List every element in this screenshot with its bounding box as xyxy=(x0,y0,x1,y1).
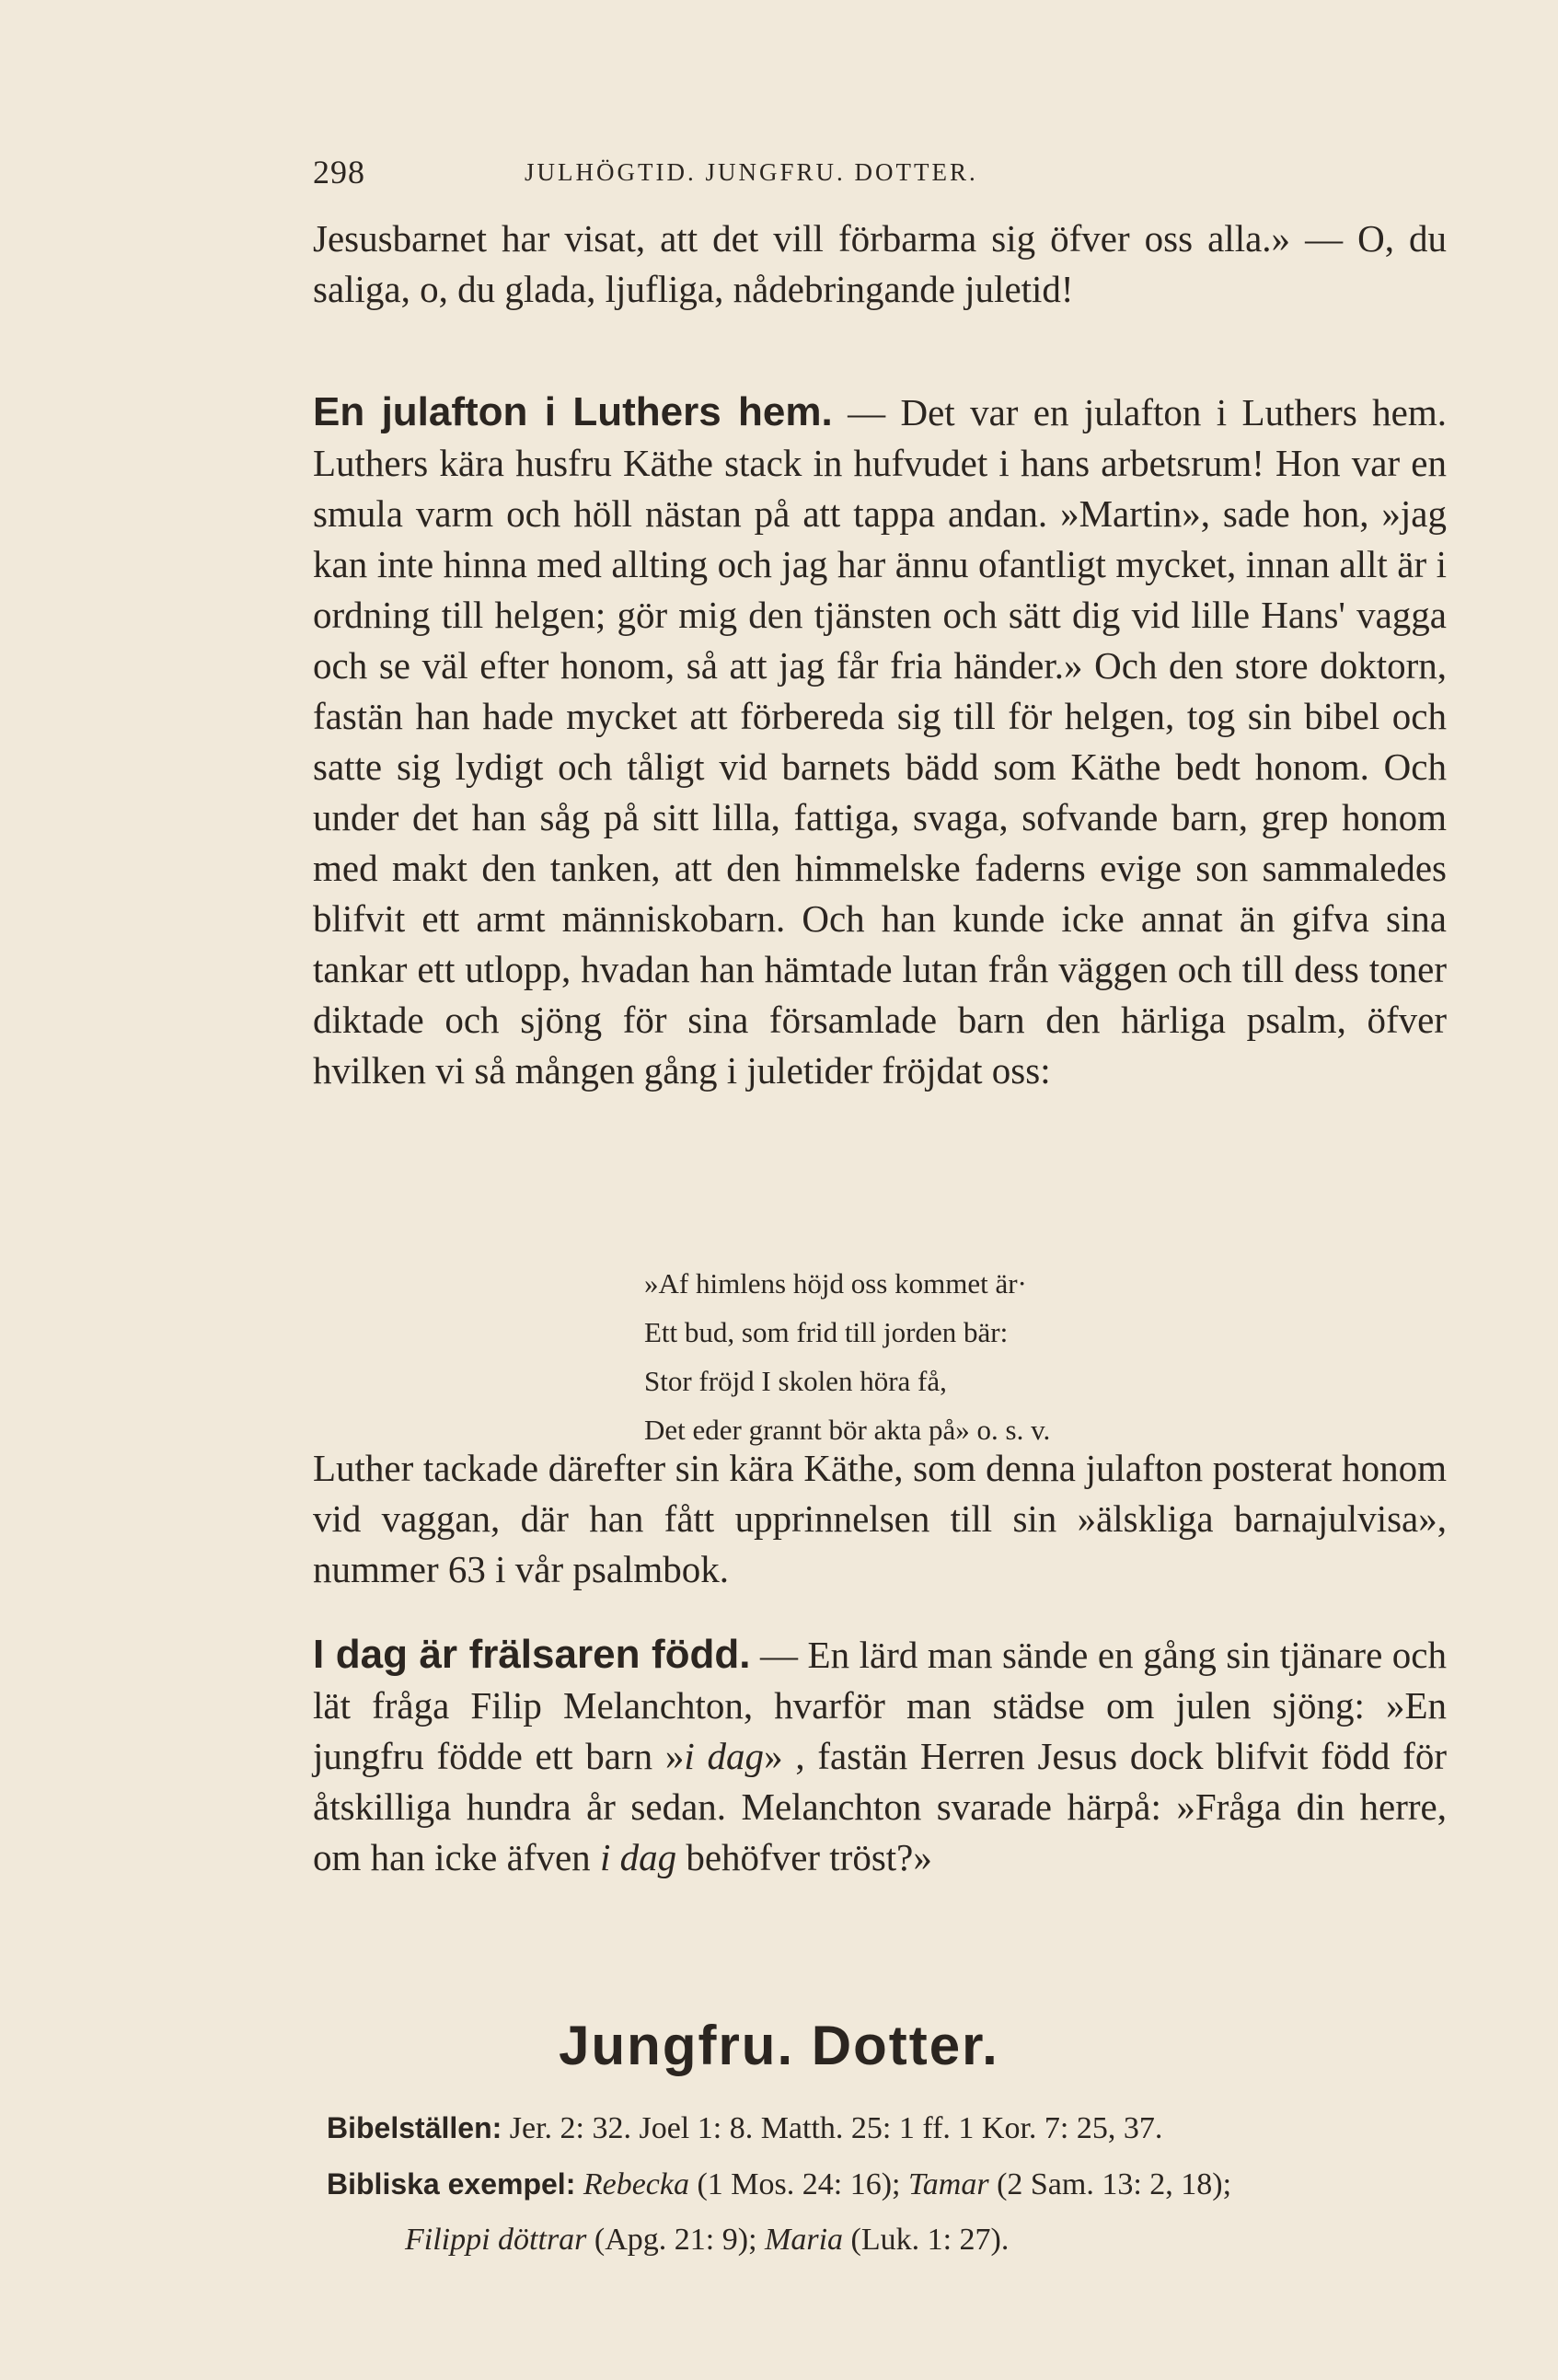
running-title: JULHÖGTID. JUNGFRU. DOTTER. xyxy=(525,158,978,186)
bible-text: Jer. 2: 32. Joel 1: 8. Matth. 25: 1 ff. 1 Kor. 7: 25, 37. xyxy=(509,2111,1163,2145)
examples-label: Bibliska exempel: xyxy=(327,2167,576,2201)
references xyxy=(327,2100,1459,2268)
section-text: » , fastän Herren Jesus dock blifvit född för åtskilliga hundra år sedan. Melanchton svarade härpå: »Fråga din herre, om han icke äfven xyxy=(313,1735,1447,1878)
paragraph-text: Jesusbarnet har visat, att det vill förbarma sig öfver oss alla.» — O, du saliga, o, du glada, ljufliga, nådebringande juletid! xyxy=(313,217,1447,310)
hymn-line: Det eder grannt bör akta på» o. s. v. xyxy=(644,1414,1051,1446)
chapter-title: Jungfru. Dotter. xyxy=(559,2015,999,2076)
page-number: 298 xyxy=(313,154,365,191)
section-text: — En lärd man sände en gång sin tjänare och lät fråga Filip Melanchton, hvarför man städse om julen sjöng: »En jungfru födde ett barn » xyxy=(313,1634,1448,1777)
hymn-line: Stor fröjd I skolen höra få, xyxy=(644,1365,947,1397)
emphasis-text: i dag xyxy=(684,1735,765,1777)
section-heading: En julafton i Luthers hem. xyxy=(313,389,833,434)
example-name: Rebecka xyxy=(583,2167,689,2201)
section-text: — Det var en julafton i Luthers hem. Luthers kära husfru Käthe stack in hufvudet i hans arbetsrum! Hon var en smula varm och höll nästan på att tappa andan. »Martin», sade hon, »jag kan inte hinna med allting och jag har ännu ofantligt mycket, innan allt är i ordning till helgen; gör mig den tjänsten och sätt dig vid lille Hans' vagga och se väl efter honom, så att jag får fria händer.» Och den store doktorn, fastän han hade mycket att förbereda sig till för helgen, tog sin bibel och satte sig lydigt och tåligt vid barnets bädd som Käthe bedt honom. Och under det han såg på sitt lilla, fattiga, svaga, sofvande barn, grep honom med makt den tanken, att den himmelske faderns evige son sammaledes blifvit ett armt människobarn. Och han kunde icke annat än gifva sina tankar ett utlopp, hvadan han hämtade lutan från väggen och till dess toner diktade och sjöng för sina församlade barn den härliga psalm, öfver hvilken vi så mången gång i juletider fröjdat oss: xyxy=(313,391,1447,1092)
bible-references xyxy=(327,2100,1459,2156)
example-ref: (2 Sam. 13: 2, 18); xyxy=(988,2167,1232,2201)
biblical-examples-cont xyxy=(327,2212,1459,2268)
emphasis-text: i dag xyxy=(599,1836,677,1878)
paragraph-text: Luther tackade därefter sin kära Käthe, som denna julafton posterat honom vid vaggan, där han fått upprinnelsen till sin »älskliga barnajulvisa», nummer 63 i vår psalmbok. xyxy=(313,1447,1447,1590)
example-name: Filippi döttrar xyxy=(405,2223,587,2257)
hymn-line: Ett bud, som frid till jorden bär: xyxy=(644,1316,1009,1348)
example-name: Tamar xyxy=(907,2167,989,2201)
hymn-quote xyxy=(644,1259,1288,1454)
example-ref: (1 Mos. 24: 16); xyxy=(688,2167,908,2201)
opening-paragraph xyxy=(313,214,1447,315)
section-heading: I dag är frälsaren född. xyxy=(313,1632,751,1677)
example-ref: (Luk. 1: 27). xyxy=(843,2223,1010,2257)
example-ref: (Apg. 21: 9); xyxy=(586,2223,766,2257)
bible-label: Bibelställen: xyxy=(327,2111,502,2144)
closing-paragraph xyxy=(313,1443,1447,1595)
biblical-examples xyxy=(327,2156,1459,2212)
section-text: behöfver tröst?» xyxy=(676,1836,932,1878)
section-savior-born xyxy=(313,1629,1447,1883)
example-name: Maria xyxy=(765,2223,844,2257)
hymn-line: »Af himlens höjd oss kommet är· xyxy=(644,1267,1027,1300)
section-luthers-christmas xyxy=(313,387,1447,1096)
